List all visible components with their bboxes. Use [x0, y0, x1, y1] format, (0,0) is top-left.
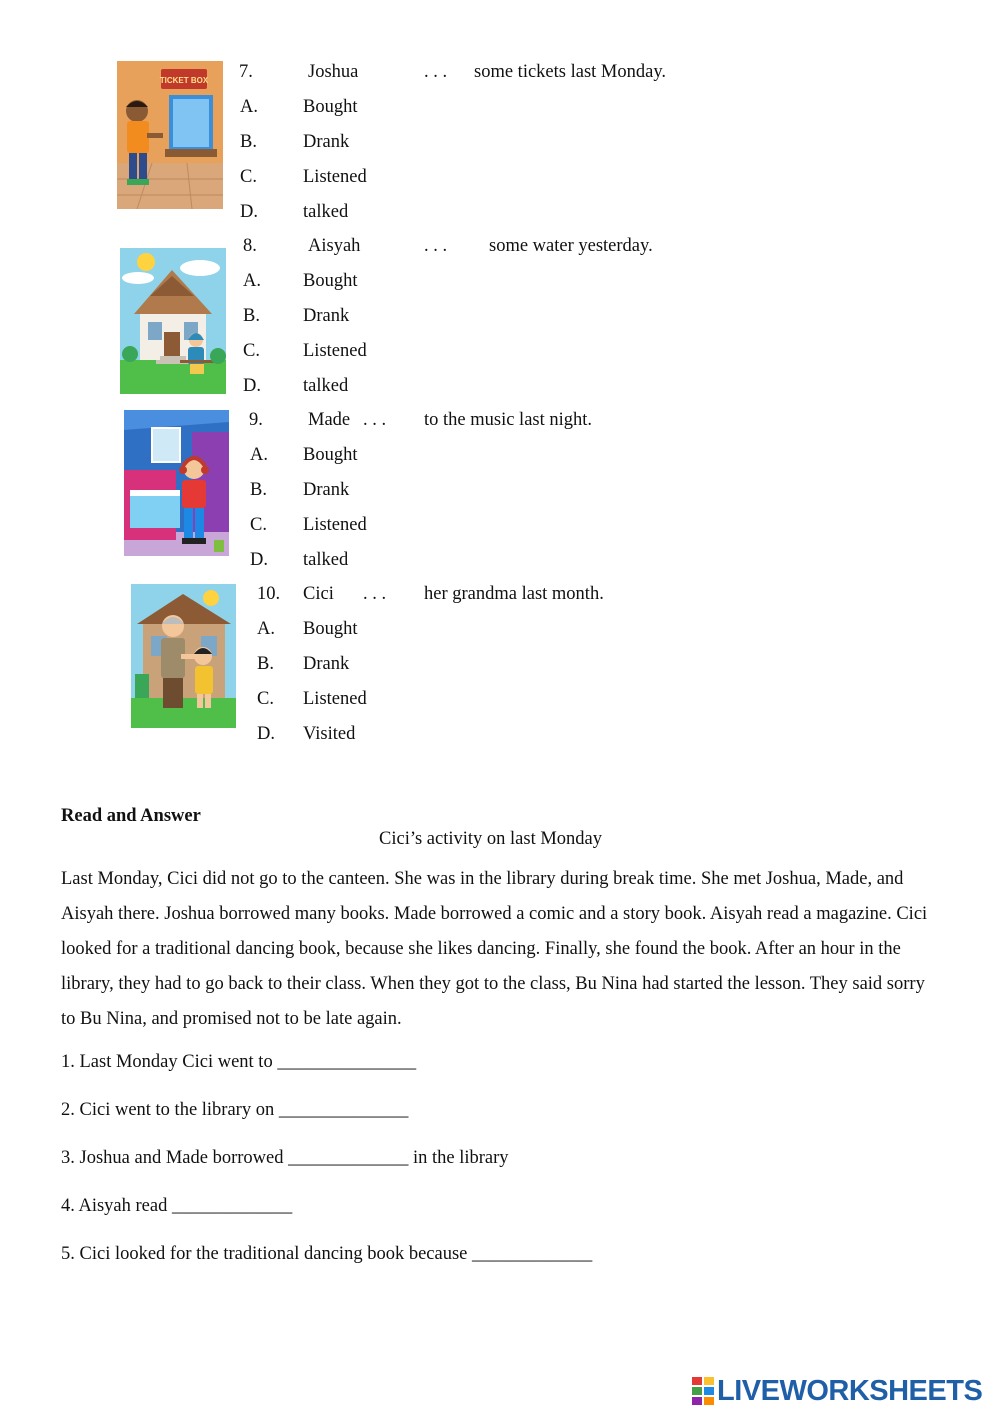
question-10-option-a-letter: A. — [257, 619, 275, 639]
question-7-number: 7. — [239, 62, 253, 82]
question-8-sentence: some water yesterday. — [489, 236, 653, 256]
question-7-sentence: some tickets last Monday. — [474, 62, 666, 82]
question-10-number: 10. — [257, 584, 281, 604]
question-10-option-b[interactable]: Drank — [303, 654, 350, 674]
reading-title: Cici’s activity on last Monday — [379, 829, 603, 849]
question-8-option-b[interactable]: Drank — [303, 306, 350, 326]
question-9-option-b[interactable]: Drank — [303, 480, 350, 500]
question-8-option-a-letter: A. — [243, 271, 261, 291]
ticket-box-sign-text: TICKET BOX — [159, 76, 209, 85]
grandma-visit-illustration — [131, 584, 236, 728]
question-8-option-d-letter: D. — [243, 376, 261, 396]
question-9-number: 9. — [249, 410, 263, 430]
question-8-option-c[interactable]: Listened — [303, 341, 367, 361]
liveworksheets-logo-icon — [692, 1377, 714, 1405]
question-7-option-a-letter: A. — [240, 97, 258, 117]
question-9-option-d[interactable]: talked — [303, 550, 349, 570]
liveworksheets-logo — [692, 1376, 982, 1406]
question-7-option-a[interactable]: Bought — [303, 97, 358, 117]
ticket-box-illustration — [117, 61, 223, 209]
question-7-option-c[interactable]: Listened — [303, 167, 367, 187]
question-10-option-a[interactable]: Bought — [303, 619, 358, 639]
question-8-option-c-letter: C. — [243, 341, 260, 361]
answer-prompt-2[interactable]: 2. Cici went to the library on ______________ — [61, 1100, 409, 1120]
question-7-option-d[interactable]: talked — [303, 202, 349, 222]
answer-prompt-1[interactable]: 1. Last Monday Cici went to _______________ — [61, 1052, 417, 1072]
question-10-option-d[interactable]: Visited — [303, 724, 356, 744]
answer-prompt-4[interactable]: 4. Aisyah read _____________ — [61, 1196, 293, 1216]
question-10-option-c-letter: C. — [257, 689, 274, 709]
question-8-option-a[interactable]: Bought — [303, 271, 358, 291]
question-10-option-c[interactable]: Listened — [303, 689, 367, 709]
question-9-option-c[interactable]: Listened — [303, 515, 367, 535]
question-8-option-d[interactable]: talked — [303, 376, 349, 396]
question-7-option-c-letter: C. — [240, 167, 257, 187]
reading-paragraph: Last Monday, Cici did not go to the canteen. She was in the library during break time. She met Joshua, Made, and Aisyah there. Joshua borrowed many books. Made borrowed a comic and a story book. Aisyah read a magazine. Cici looked for a traditional dancing book, because she likes dancing. Finally, she found the book. After an hour in the library, they had to go back to their class. When they got to the class, Bu Nina had started the lesson. They said sorry to Bu Nina, and promised not to be late again. — [61, 869, 928, 1029]
question-10-subject: Cici — [303, 584, 334, 604]
liveworksheets-logo-text: LIVEWORKSHEETS — [717, 1374, 983, 1407]
question-9-option-c-letter: C. — [250, 515, 267, 535]
question-10-option-d-letter: D. — [257, 724, 275, 744]
question-7-blank[interactable]: . . . — [424, 62, 448, 82]
question-9-option-a-letter: A. — [250, 445, 268, 465]
question-10-sentence: her grandma last month. — [424, 584, 604, 604]
question-8-subject: Aisyah — [308, 236, 361, 256]
boy-headphones-illustration — [124, 410, 229, 556]
question-9-subject: Made — [308, 410, 351, 430]
question-7-subject: Joshua — [308, 62, 359, 82]
question-7-option-b-letter: B. — [240, 132, 257, 152]
house-girl-illustration — [120, 248, 226, 394]
question-8-number: 8. — [243, 236, 257, 256]
question-9-option-b-letter: B. — [250, 480, 267, 500]
question-9-sentence: to the music last night. — [424, 410, 593, 430]
answer-prompt-3[interactable]: 3. Joshua and Made borrowed _____________ in the library — [61, 1148, 509, 1168]
question-10-option-b-letter: B. — [257, 654, 274, 674]
reading-heading: Read and Answer — [61, 806, 201, 826]
answer-prompt-5[interactable]: 5. Cici looked for the traditional dancing book because _____________ — [61, 1244, 593, 1264]
question-8-blank[interactable]: . . . — [424, 236, 448, 256]
question-9-blank[interactable]: . . . — [363, 410, 387, 430]
question-7-option-b[interactable]: Drank — [303, 132, 350, 152]
question-7-option-d-letter: D. — [240, 202, 258, 222]
question-8-option-b-letter: B. — [243, 306, 260, 326]
question-9-option-d-letter: D. — [250, 550, 268, 570]
question-9-option-a[interactable]: Bought — [303, 445, 358, 465]
question-10-blank[interactable]: . . . — [363, 584, 387, 604]
